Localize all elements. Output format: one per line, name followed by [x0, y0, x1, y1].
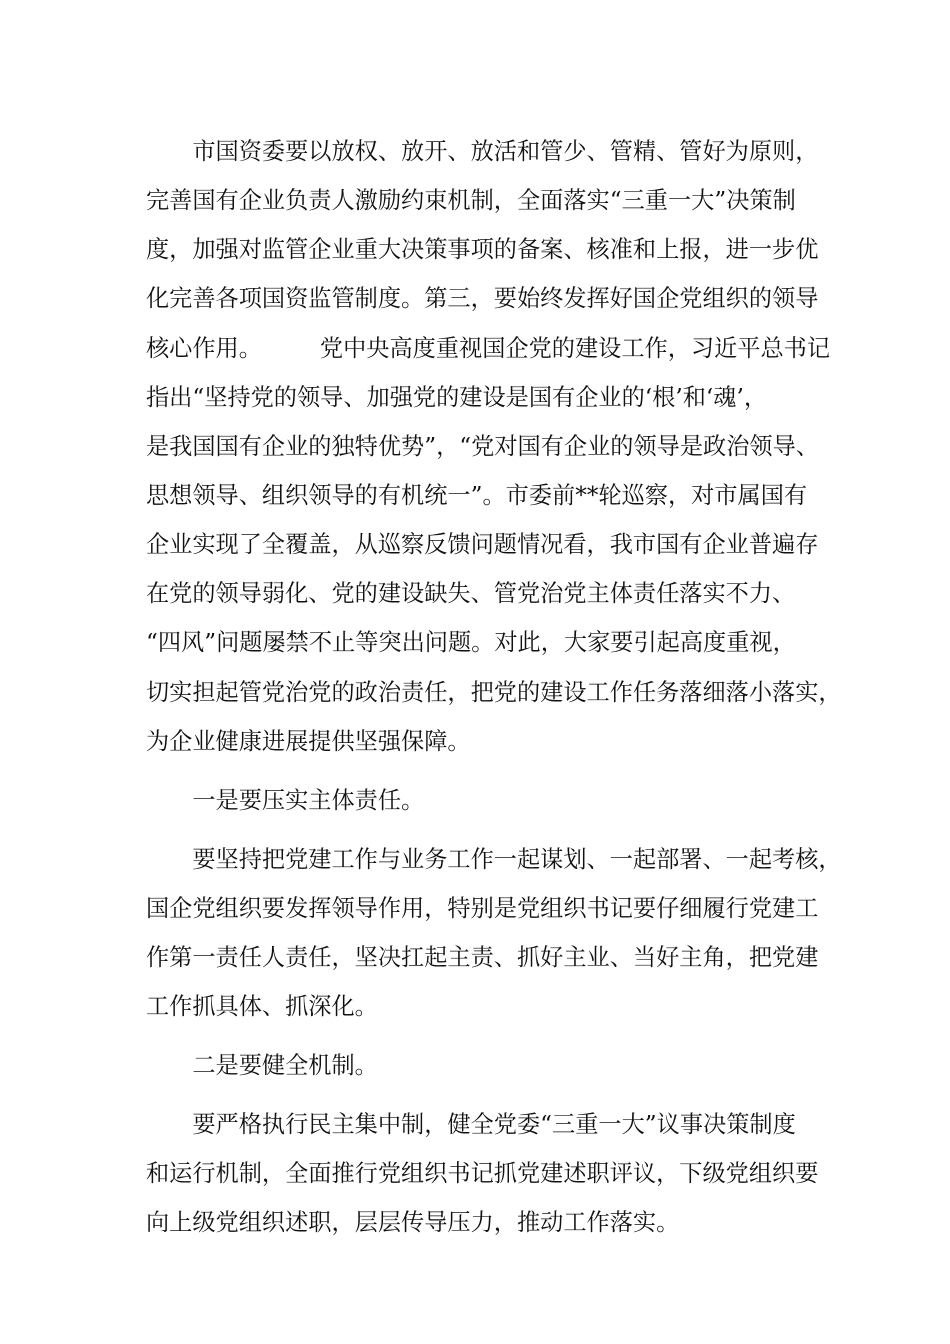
- text-line: 二是要健全机制。: [146, 1052, 378, 1079]
- text-line: 市国资委要以放权、放开、放活和管少、管精、管好为原则，: [146, 138, 819, 165]
- text-line: 在党的领导弱化、党的建设缺失、管党治党主体责任落实不力、: [146, 580, 796, 607]
- text-line: 要坚持把党建工作与业务工作一起谋划、一起部署、一起考核，: [146, 846, 842, 873]
- text-line: 度，加强对监管企业重大决策事项的备案、核准和上报，进一步优: [146, 236, 819, 263]
- text-line: “四风”问题屡禁不止等突出问题。对此，大家要引起高度重视，: [146, 629, 796, 656]
- text-line: 是我国国有企业的独特优势”，“党对国有企业的领导是政治领导、: [146, 433, 819, 460]
- text-line: 企业实现了全覆盖，从巡察反馈问题情况看，我市国有企业普遍存: [146, 531, 819, 558]
- text-line: 要严格执行民主集中制，健全党委“三重一大”议事决策制度: [146, 1111, 796, 1138]
- text-line: 工作抓具体、抓深化。: [146, 993, 378, 1020]
- text-line: 和运行机制，全面推行党组织书记抓党建述职评议，下级党组织要: [146, 1160, 819, 1187]
- text-line: 作第一责任人责任，坚决扛起主责、抓好主业、当好主角，把党建: [146, 944, 819, 971]
- text-line: 核心作用。 党中央高度重视国企党的建设工作，习近平总书记: [146, 335, 831, 362]
- text-line: 完善国有企业负责人激励约束机制，全面落实“三重一大”决策制: [146, 187, 796, 214]
- text-line: 指出“坚持党的领导、加强党的建设是国有企业的‘根’和‘魂’，: [146, 384, 768, 411]
- text-line: 一是要压实主体责任。: [146, 787, 425, 814]
- text-line: 化完善各项国资监管制度。第三，要始终发挥好国企党组织的领导: [146, 285, 819, 312]
- text-line: 为企业健康进展提供坚强保障。: [146, 728, 471, 755]
- text-line: 向上级党组织述职，层层传导压力，推动工作落实。: [146, 1209, 680, 1236]
- text-line: 切实担起管党治党的政治责任，把党的建设工作任务落细落小落实，: [146, 679, 842, 706]
- text-line: 国企党组织要发挥领导作用，特别是党组织书记要仔细履行党建工: [146, 895, 819, 922]
- text-line: 思想领导、组织领导的有机统一”。市委前**轮巡察，对市属国有: [146, 482, 808, 509]
